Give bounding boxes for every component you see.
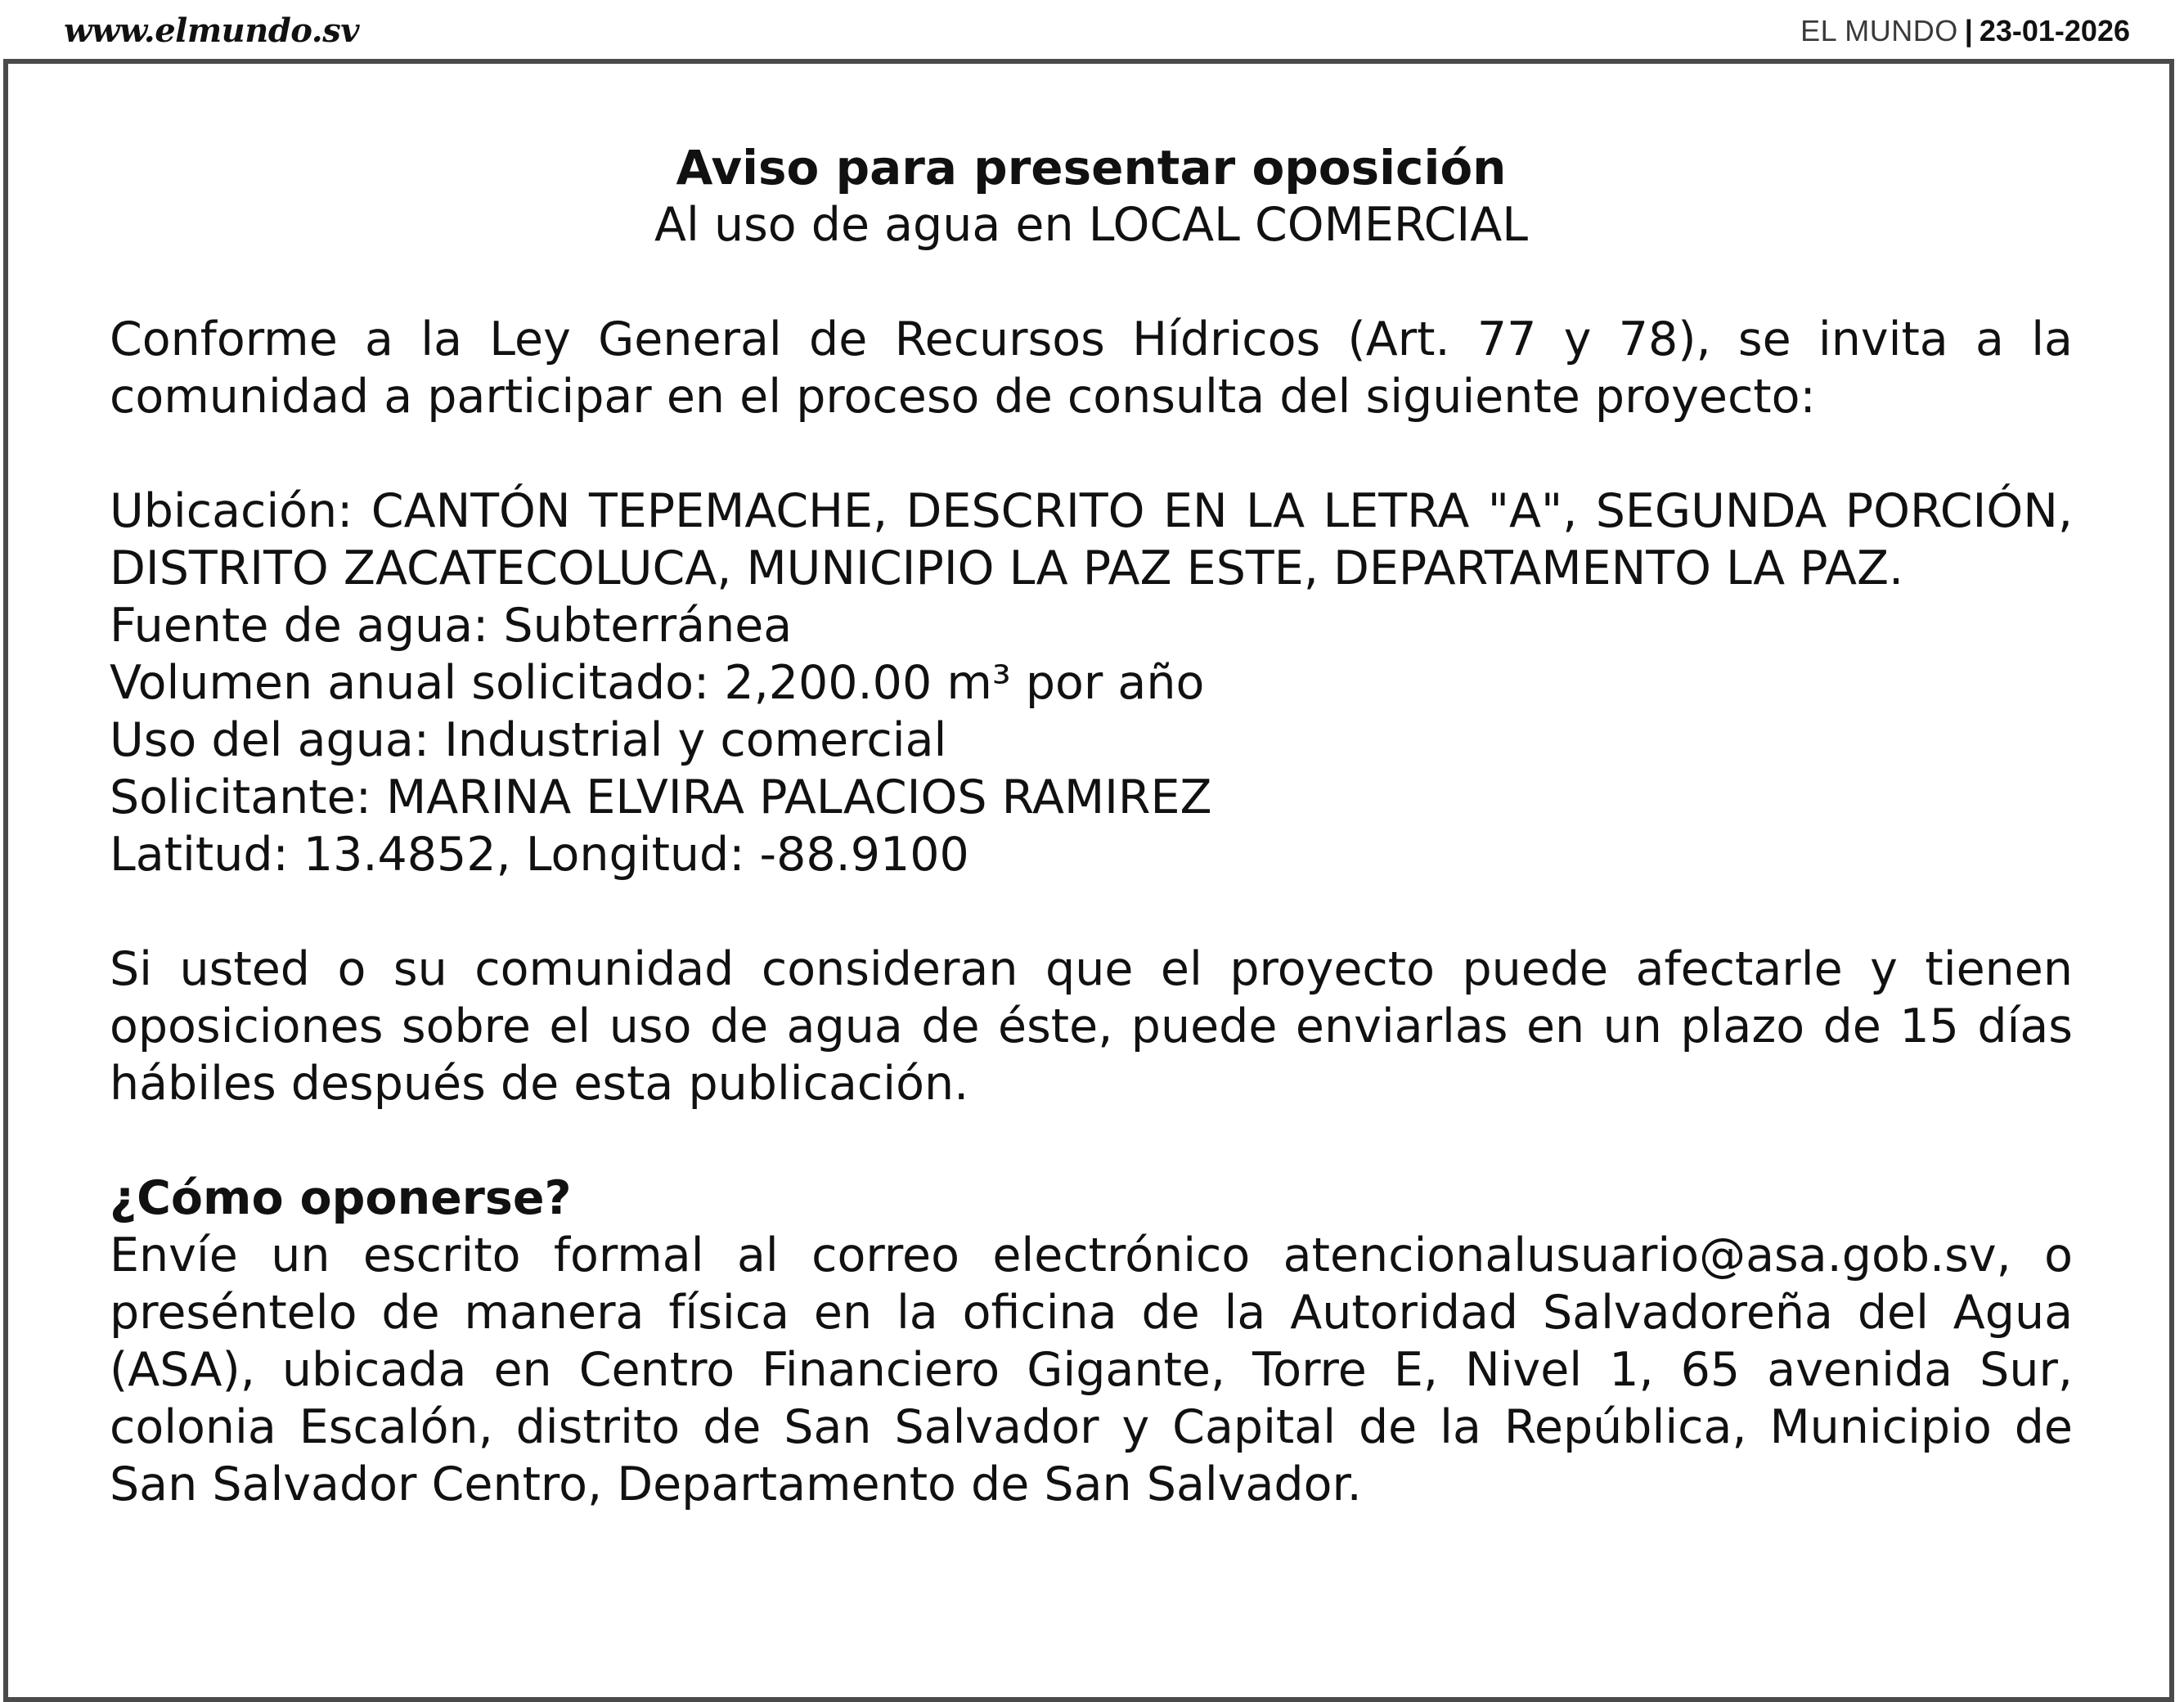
publication-name: EL MUNDO (1800, 14, 1958, 47)
spacer (110, 254, 2073, 311)
site-url[interactable]: www.elmundo.sv (64, 11, 359, 50)
intro-paragraph: Conforme a la Ley General de Recursos Hídricos (Art. 77 y 78), se invita a la comunidad a participar en el proceso de consulta del siguiente proyecto: (110, 312, 2073, 424)
applicant-field: Solicitante: MARINA ELVIRA PALACIOS RAMIREZ (110, 770, 1212, 824)
notice-title: Aviso para presentar oposición (676, 140, 1507, 195)
publication-date: 23-01-2026 (1979, 14, 2130, 47)
spacer (110, 883, 2073, 941)
notice-body (110, 139, 2073, 1513)
how-to-oppose-title: ¿Cómo oponerse? (110, 1171, 572, 1225)
page-header (0, 0, 2184, 59)
masthead-separator: | (1964, 14, 1973, 47)
spacer (110, 1112, 2073, 1170)
water-use-field: Uso del agua: Industrial y comercial (110, 713, 947, 767)
location-field: Ubicación: CANTÓN TEPEMACHE, DESCRITO EN LA LETRA "A", SEGUNDA PORCIÓN, DISTRITO ZACATECOLUCA, MUNICIPIO LA PAZ ESTE, DEPARTAMENTO LA PAZ. (110, 484, 2073, 595)
how-to-oppose-paragraph: Envíe un escrito formal al correo electrónico atencionalusuario@asa.gob.sv, o preséntelo de manera física en la oficina de la Autoridad Salvadoreña del Agua (ASA), ubicada en Centro Financiero Gigante, Torre E, Nivel 1, 65 avenida Sur, colonia Escalón, distrito de San Salvador y Capital de la República, Municipio de San Salvador Centro, Departamento de San Salvador. (110, 1228, 2073, 1511)
masthead (1800, 13, 2130, 49)
coordinates-field: Latitud: 13.4852, Longitud: -88.9100 (110, 828, 969, 882)
spacer (110, 425, 2073, 483)
water-source-field: Fuente de agua: Subterránea (110, 599, 793, 653)
annual-volume-field: Volumen anual solicitado: 2,200.00 m³ por año (110, 656, 1205, 710)
notice-subtitle: Al uso de agua en LOCAL COMERCIAL (654, 198, 1528, 252)
opposition-paragraph: Si usted o su comunidad consideran que el proyecto puede afectarle y tienen oposiciones sobre el uso de agua de éste, puede enviarlas en un plazo de 15 días hábiles después de esta publicación. (110, 942, 2073, 1111)
